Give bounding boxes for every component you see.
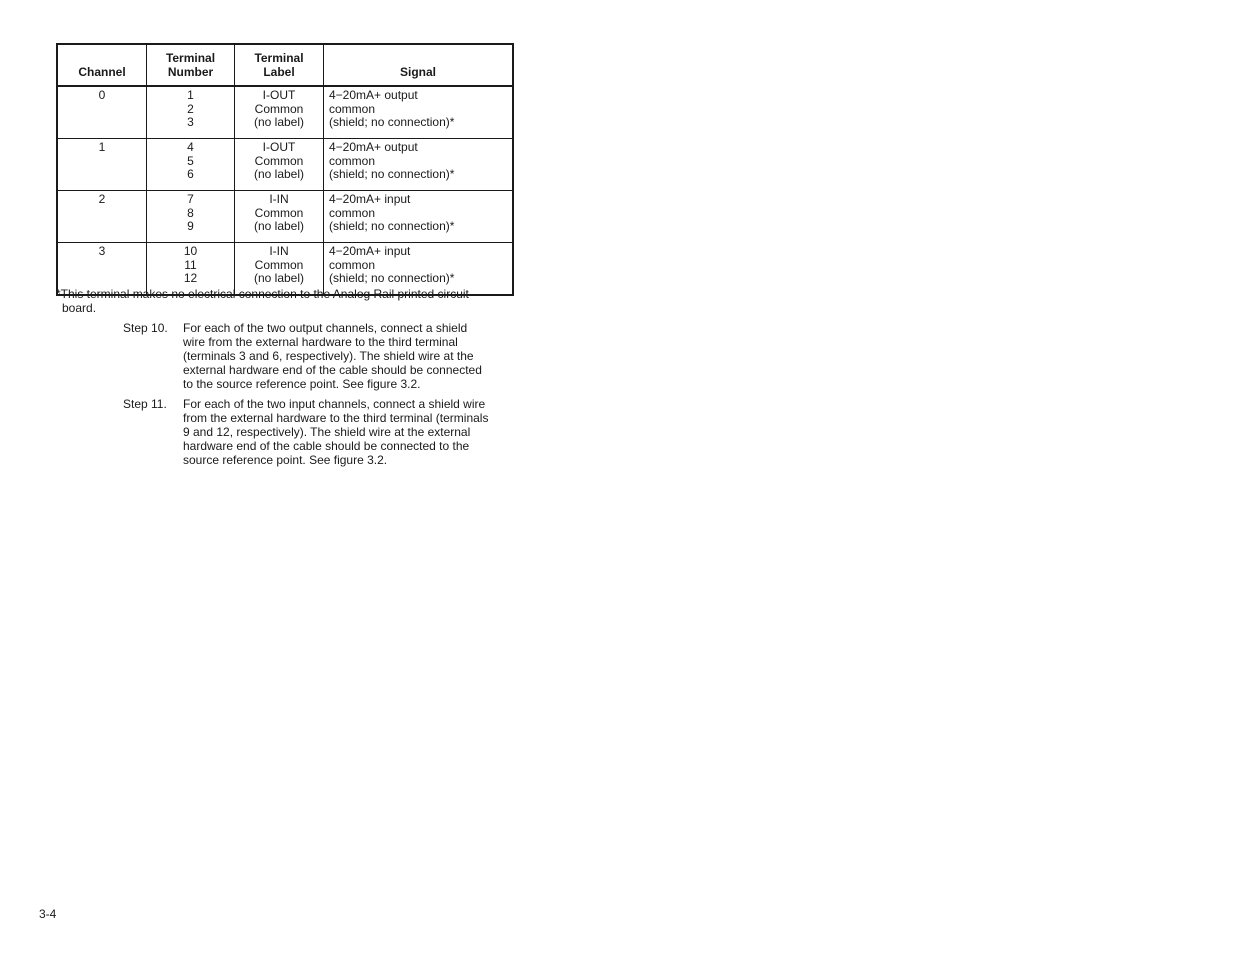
header-signal-text: Signal bbox=[399, 64, 436, 79]
step-text-line: to the source reference point. See figure 3.2. bbox=[183, 377, 421, 391]
signal-text: (shield; no connection)* bbox=[329, 115, 455, 129]
terminal-label: Common bbox=[254, 205, 304, 220]
channel-cell: 2 bbox=[57, 191, 147, 243]
terminal-number: 8 bbox=[187, 205, 194, 220]
step-label: Step 10. bbox=[123, 321, 168, 335]
terminal-label: I-IN bbox=[269, 244, 289, 258]
terminal-number: 6 bbox=[187, 167, 194, 181]
signal-text: (shield; no connection)* bbox=[329, 271, 455, 285]
signal-cell bbox=[324, 86, 514, 139]
step-label: Step 11. bbox=[123, 397, 167, 411]
terminal-label: I-IN bbox=[269, 192, 289, 206]
terminal-label: (no label) bbox=[253, 115, 305, 129]
terminal-number: 12 bbox=[183, 271, 198, 285]
signal-text: common bbox=[329, 257, 376, 272]
signal-text: (shield; no connection)* bbox=[329, 167, 455, 181]
terminal-label: (no label) bbox=[253, 167, 305, 181]
step-text-line: For each of the two input channels, connect a shield wire bbox=[183, 397, 486, 411]
terminal-label: (no label) bbox=[253, 219, 305, 233]
terminal-number: 4 bbox=[187, 140, 194, 154]
step-text bbox=[183, 397, 508, 467]
terminal-number-cell bbox=[147, 86, 235, 139]
terminal-number: 9 bbox=[187, 219, 194, 233]
step-text-line: 9 and 12, respectively). The shield wire at the external bbox=[183, 425, 471, 439]
terminal-number: 7 bbox=[187, 192, 194, 206]
terminal-table bbox=[56, 43, 514, 296]
terminal-label: I-OUT bbox=[262, 140, 296, 154]
header-terminal-number-line: Terminal bbox=[165, 51, 216, 65]
terminal-label: I-OUT bbox=[262, 88, 296, 102]
header-channel-text: Channel bbox=[78, 64, 126, 79]
step-text bbox=[183, 321, 508, 391]
channel-cell: 0 bbox=[98, 88, 106, 102]
table-footnote bbox=[56, 287, 516, 315]
terminal-label: (no label) bbox=[253, 271, 305, 285]
signal-cell bbox=[324, 139, 514, 191]
footnote-line: board. bbox=[62, 301, 97, 315]
signal-text: common bbox=[329, 205, 376, 220]
terminal-number-cell bbox=[147, 139, 235, 191]
header-channel bbox=[57, 44, 147, 86]
terminal-number: 1 bbox=[187, 88, 194, 102]
table-header-row bbox=[57, 44, 513, 86]
terminal-number: 5 bbox=[187, 153, 194, 168]
signal-text: 4−20mA+ output bbox=[329, 88, 418, 102]
step-text-line: wire from the external hardware to the third terminal bbox=[183, 335, 458, 349]
step-text-line: For each of the two output channels, connect a shield bbox=[183, 321, 468, 335]
step-text-line: (terminals 3 and 6, respectively). The shield wire at the bbox=[183, 349, 474, 363]
step-text-line: hardware end of the cable should be connected to the bbox=[183, 439, 470, 453]
signal-text: 4−20mA+ output bbox=[329, 140, 418, 154]
header-signal bbox=[324, 44, 514, 86]
signal-text: (shield; no connection)* bbox=[329, 219, 455, 233]
terminal-label-cell bbox=[235, 191, 324, 243]
table-row bbox=[57, 139, 513, 191]
signal-text: 4−20mA+ input bbox=[329, 244, 411, 258]
header-terminal-number bbox=[147, 44, 235, 86]
table-row bbox=[57, 86, 513, 139]
channel-cell: 1 bbox=[57, 139, 147, 191]
terminal-label: Common bbox=[254, 153, 304, 168]
page-number: 3-4 bbox=[39, 907, 57, 921]
terminal-number: 11 bbox=[184, 257, 197, 272]
step-text-line: source reference point. See figure 3.2. bbox=[183, 453, 388, 467]
header-terminal-label-line: Terminal bbox=[254, 51, 304, 65]
signal-text: common bbox=[329, 153, 376, 168]
step-text-line: from the external hardware to the third terminal (terminals bbox=[183, 411, 489, 425]
terminal-label: Common bbox=[254, 257, 304, 272]
terminal-label-cell bbox=[235, 139, 324, 191]
terminal-number: 2 bbox=[187, 101, 194, 116]
header-terminal-number-line: Number bbox=[167, 64, 214, 79]
channel-cell: 3 bbox=[57, 243, 147, 296]
terminal-number: 3 bbox=[187, 115, 194, 129]
step-text-line: external hardware end of the cable should be connected bbox=[183, 363, 482, 377]
table-row bbox=[57, 191, 513, 243]
signal-text: 4−20mA+ input bbox=[329, 192, 411, 206]
terminal-label-cell bbox=[235, 86, 324, 139]
signal-text: common bbox=[329, 101, 376, 116]
signal-cell bbox=[324, 191, 514, 243]
header-terminal-label bbox=[235, 44, 324, 86]
terminal-label: Common bbox=[254, 101, 304, 116]
header-terminal-label-line: Label bbox=[263, 64, 295, 79]
footnote-line: *This terminal makes no electrical connection to the Analog Rail printed circuit bbox=[56, 287, 469, 301]
terminal-number-cell bbox=[147, 191, 235, 243]
terminal-number: 10 bbox=[183, 244, 198, 258]
